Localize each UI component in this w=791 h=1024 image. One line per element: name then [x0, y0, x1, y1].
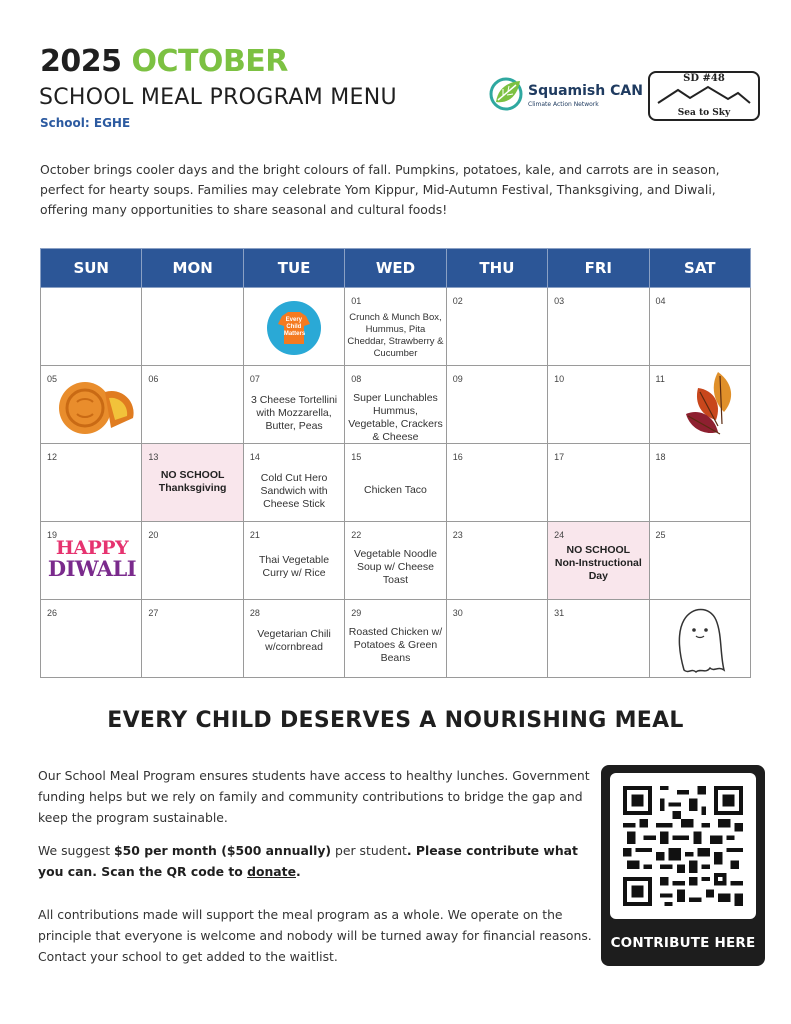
- no-school-notice: [144, 469, 240, 495]
- cell-date: 02: [452, 296, 463, 306]
- cell-date: 30: [452, 608, 463, 618]
- cell-date: 20: [148, 530, 159, 540]
- page-subtitle: SCHOOL MEAL PROGRAM MENU: [39, 85, 397, 110]
- no-school-reason: Non-Instructional Day: [554, 557, 642, 582]
- cell-date: 03: [554, 296, 565, 306]
- day-header: THU: [446, 249, 547, 288]
- calendar-cell: [243, 444, 344, 522]
- cell-date: 01: [351, 296, 362, 306]
- calendar-cell: [649, 366, 750, 444]
- day-header: MON: [142, 249, 243, 288]
- calendar-cell: [446, 522, 547, 600]
- calendar-cell: [243, 366, 344, 444]
- cell-date: 29: [351, 608, 362, 618]
- calendar-week: [41, 600, 751, 678]
- no-school-label: NO SCHOOL: [566, 544, 631, 556]
- cell-meal: Cold Cut Hero Sandwich with Cheese Stick: [260, 472, 328, 510]
- cell-meal: 3 Cheese Tortellini with Mozzarella, Butter, Peas: [250, 394, 338, 432]
- calendar-cell: [446, 600, 547, 678]
- school-name: School: EGHE: [40, 116, 131, 130]
- cell-date: 08: [351, 374, 362, 384]
- mountains-icon: [650, 85, 758, 107]
- calendar-cell: [142, 366, 243, 444]
- qr-contribute-box[interactable]: [601, 765, 765, 966]
- suggest-per-student: per student: [331, 843, 407, 858]
- calendar-cell: [243, 288, 344, 366]
- calendar-cell: [41, 366, 142, 444]
- cell-meal: Crunch & Munch Box, Hummus, Pita Cheddar, Strawberry & Cucumber: [347, 312, 444, 359]
- cell-date: 25: [655, 530, 666, 540]
- calendar-cell: [345, 600, 446, 678]
- calendar-cell: [649, 600, 750, 678]
- calendar-cell: [345, 366, 446, 444]
- calendar-cell: [649, 288, 750, 366]
- calendar-cell: [142, 522, 243, 600]
- cell-date: 18: [655, 452, 666, 462]
- calendar-cell: [345, 522, 446, 600]
- calendar-cell: [548, 366, 649, 444]
- cell-date: 23: [452, 530, 463, 540]
- calendar-cell: [548, 600, 649, 678]
- calendar-cell: [142, 600, 243, 678]
- can-logo-name: Squamish CAN: [528, 83, 643, 99]
- cell-date: 05: [47, 374, 58, 384]
- cell-date: 13: [148, 452, 159, 462]
- calendar-header-row: [41, 249, 751, 288]
- sd48-logo: [648, 71, 760, 121]
- calendar-week: [41, 288, 751, 366]
- sd-logo-name: Sea to Sky: [677, 108, 731, 118]
- contribute-here-label[interactable]: CONTRIBUTE HERE: [610, 935, 756, 951]
- no-school-notice: [550, 544, 646, 583]
- suggestion-paragraph: [38, 840, 598, 882]
- cell-meal: Vegetable Noodle Soup w/ Cheese Toast: [354, 548, 437, 586]
- cell-date: 10: [554, 374, 565, 384]
- cell-meal: Roasted Chicken w/ Potatoes & Green Beans: [348, 626, 443, 664]
- suggest-amount: $50 per month ($500 annually): [114, 843, 332, 858]
- cell-date: 07: [249, 374, 260, 384]
- cell-meal: Vegetarian Chili w/cornbread: [257, 628, 331, 653]
- page-title-year: [40, 44, 288, 79]
- contribute-text: . Please contribute what you can. Scan the QR code to donate.: [38, 843, 578, 879]
- cell-date: 06: [148, 374, 159, 384]
- calendar-cell: [345, 444, 446, 522]
- cell-date: 27: [148, 608, 159, 618]
- calendar-cell: [243, 600, 344, 678]
- calendar-week: [41, 444, 751, 522]
- diwali-text-line1: HAPPY: [55, 537, 129, 559]
- calendar-cell: [548, 522, 649, 600]
- intro-paragraph: October brings cooler days and the bright colours of fall. Pumpkins, potatoes, kale, and carrots are in season, perfect for hearty soups. Families may celebrate Yom Kippur, Mid-Autumn Festival, Thanksgiving, and Diwali, offering many opportunities to share seasonal and cultural foods!: [40, 162, 720, 217]
- sd-logo-number: SD #48: [683, 73, 725, 84]
- cell-date: 11: [655, 374, 665, 384]
- cell-date: 28: [249, 608, 260, 618]
- cell-meal: Chicken Taco: [364, 484, 427, 496]
- no-school-label: NO SCHOOL: [160, 469, 225, 481]
- qr-code-frame: [610, 773, 756, 919]
- calendar-cell: [41, 444, 142, 522]
- calendar-week: [41, 522, 751, 600]
- happy-diwali-image: [47, 538, 137, 580]
- cell-date: 15: [351, 452, 362, 462]
- cell-date: 22: [351, 530, 362, 540]
- calendar-cell: [548, 288, 649, 366]
- cell-date: 31: [554, 608, 565, 618]
- program-paragraph: Our School Meal Program ensures students have access to healthy lunches. Government funding helps but we rely on family and community contributions to bridge the gap and keep the program sustainable.: [38, 768, 590, 825]
- day-header: TUE: [243, 249, 344, 288]
- squamish-can-logo: [488, 76, 643, 112]
- calendar-week: [41, 366, 751, 444]
- every-child-matters-image: [264, 300, 324, 359]
- cell-date: 16: [452, 452, 463, 462]
- day-header: FRI: [548, 249, 649, 288]
- calendar-cell: [446, 444, 547, 522]
- day-header: SAT: [649, 249, 750, 288]
- mooncake-image: [55, 376, 139, 440]
- calendar-cell: [649, 522, 750, 600]
- cell-date: 24: [554, 530, 565, 540]
- meal-calendar: [40, 248, 751, 678]
- qr-code-icon[interactable]: [623, 786, 743, 906]
- title-month: OCTOBER: [131, 44, 288, 79]
- cell-date: 19: [47, 530, 58, 540]
- leaf-globe-icon: [488, 76, 524, 112]
- calendar-cell: [41, 522, 142, 600]
- cell-date: 21: [249, 530, 260, 540]
- calendar-cell: [41, 288, 142, 366]
- suggest-text: We suggest: [38, 843, 115, 858]
- contributions-paragraph: All contributions made will support the meal program as a whole. We operate on the principle that everyone is welcome and nobody will be turned away for financial reasons. Contact your school to get added to the waitlist.: [38, 907, 592, 964]
- calendar-cell: [142, 444, 243, 522]
- donate-link[interactable]: donate: [247, 864, 296, 879]
- calendar-cell: [142, 288, 243, 366]
- calendar-cell: [243, 522, 344, 600]
- day-header: WED: [345, 249, 446, 288]
- calendar-cell: [649, 444, 750, 522]
- cell-date: 26: [47, 608, 58, 618]
- cell-meal: Super Lunchables Hummus, Vegetable, Crackers & Cheese: [348, 392, 443, 443]
- cell-meal: Thai Vegetable Curry w/ Rice: [259, 554, 330, 579]
- cell-date: 04: [655, 296, 666, 306]
- diwali-text-line2: DIWALI: [47, 556, 137, 581]
- cell-date: 17: [554, 452, 565, 462]
- calendar-cell: [446, 366, 547, 444]
- section-heading: EVERY CHILD DESERVES A NOURISHING MEAL: [107, 708, 684, 733]
- autumn-leaves-image: [678, 368, 744, 442]
- calendar-cell: [446, 288, 547, 366]
- cell-date: 12: [47, 452, 58, 462]
- calendar-cell: [345, 288, 446, 366]
- can-logo-tagline: Climate Action Network: [528, 101, 599, 108]
- every-child-matters-text: Every Child Matters: [283, 317, 306, 337]
- cell-date: 14: [249, 452, 260, 462]
- day-header: SUN: [41, 249, 142, 288]
- ghost-image: [670, 604, 730, 676]
- calendar-cell: [41, 600, 142, 678]
- title-year: 2025: [40, 44, 122, 79]
- cell-date: 09: [452, 374, 463, 384]
- no-school-reason: Thanksgiving: [158, 482, 227, 494]
- calendar-cell: [548, 444, 649, 522]
